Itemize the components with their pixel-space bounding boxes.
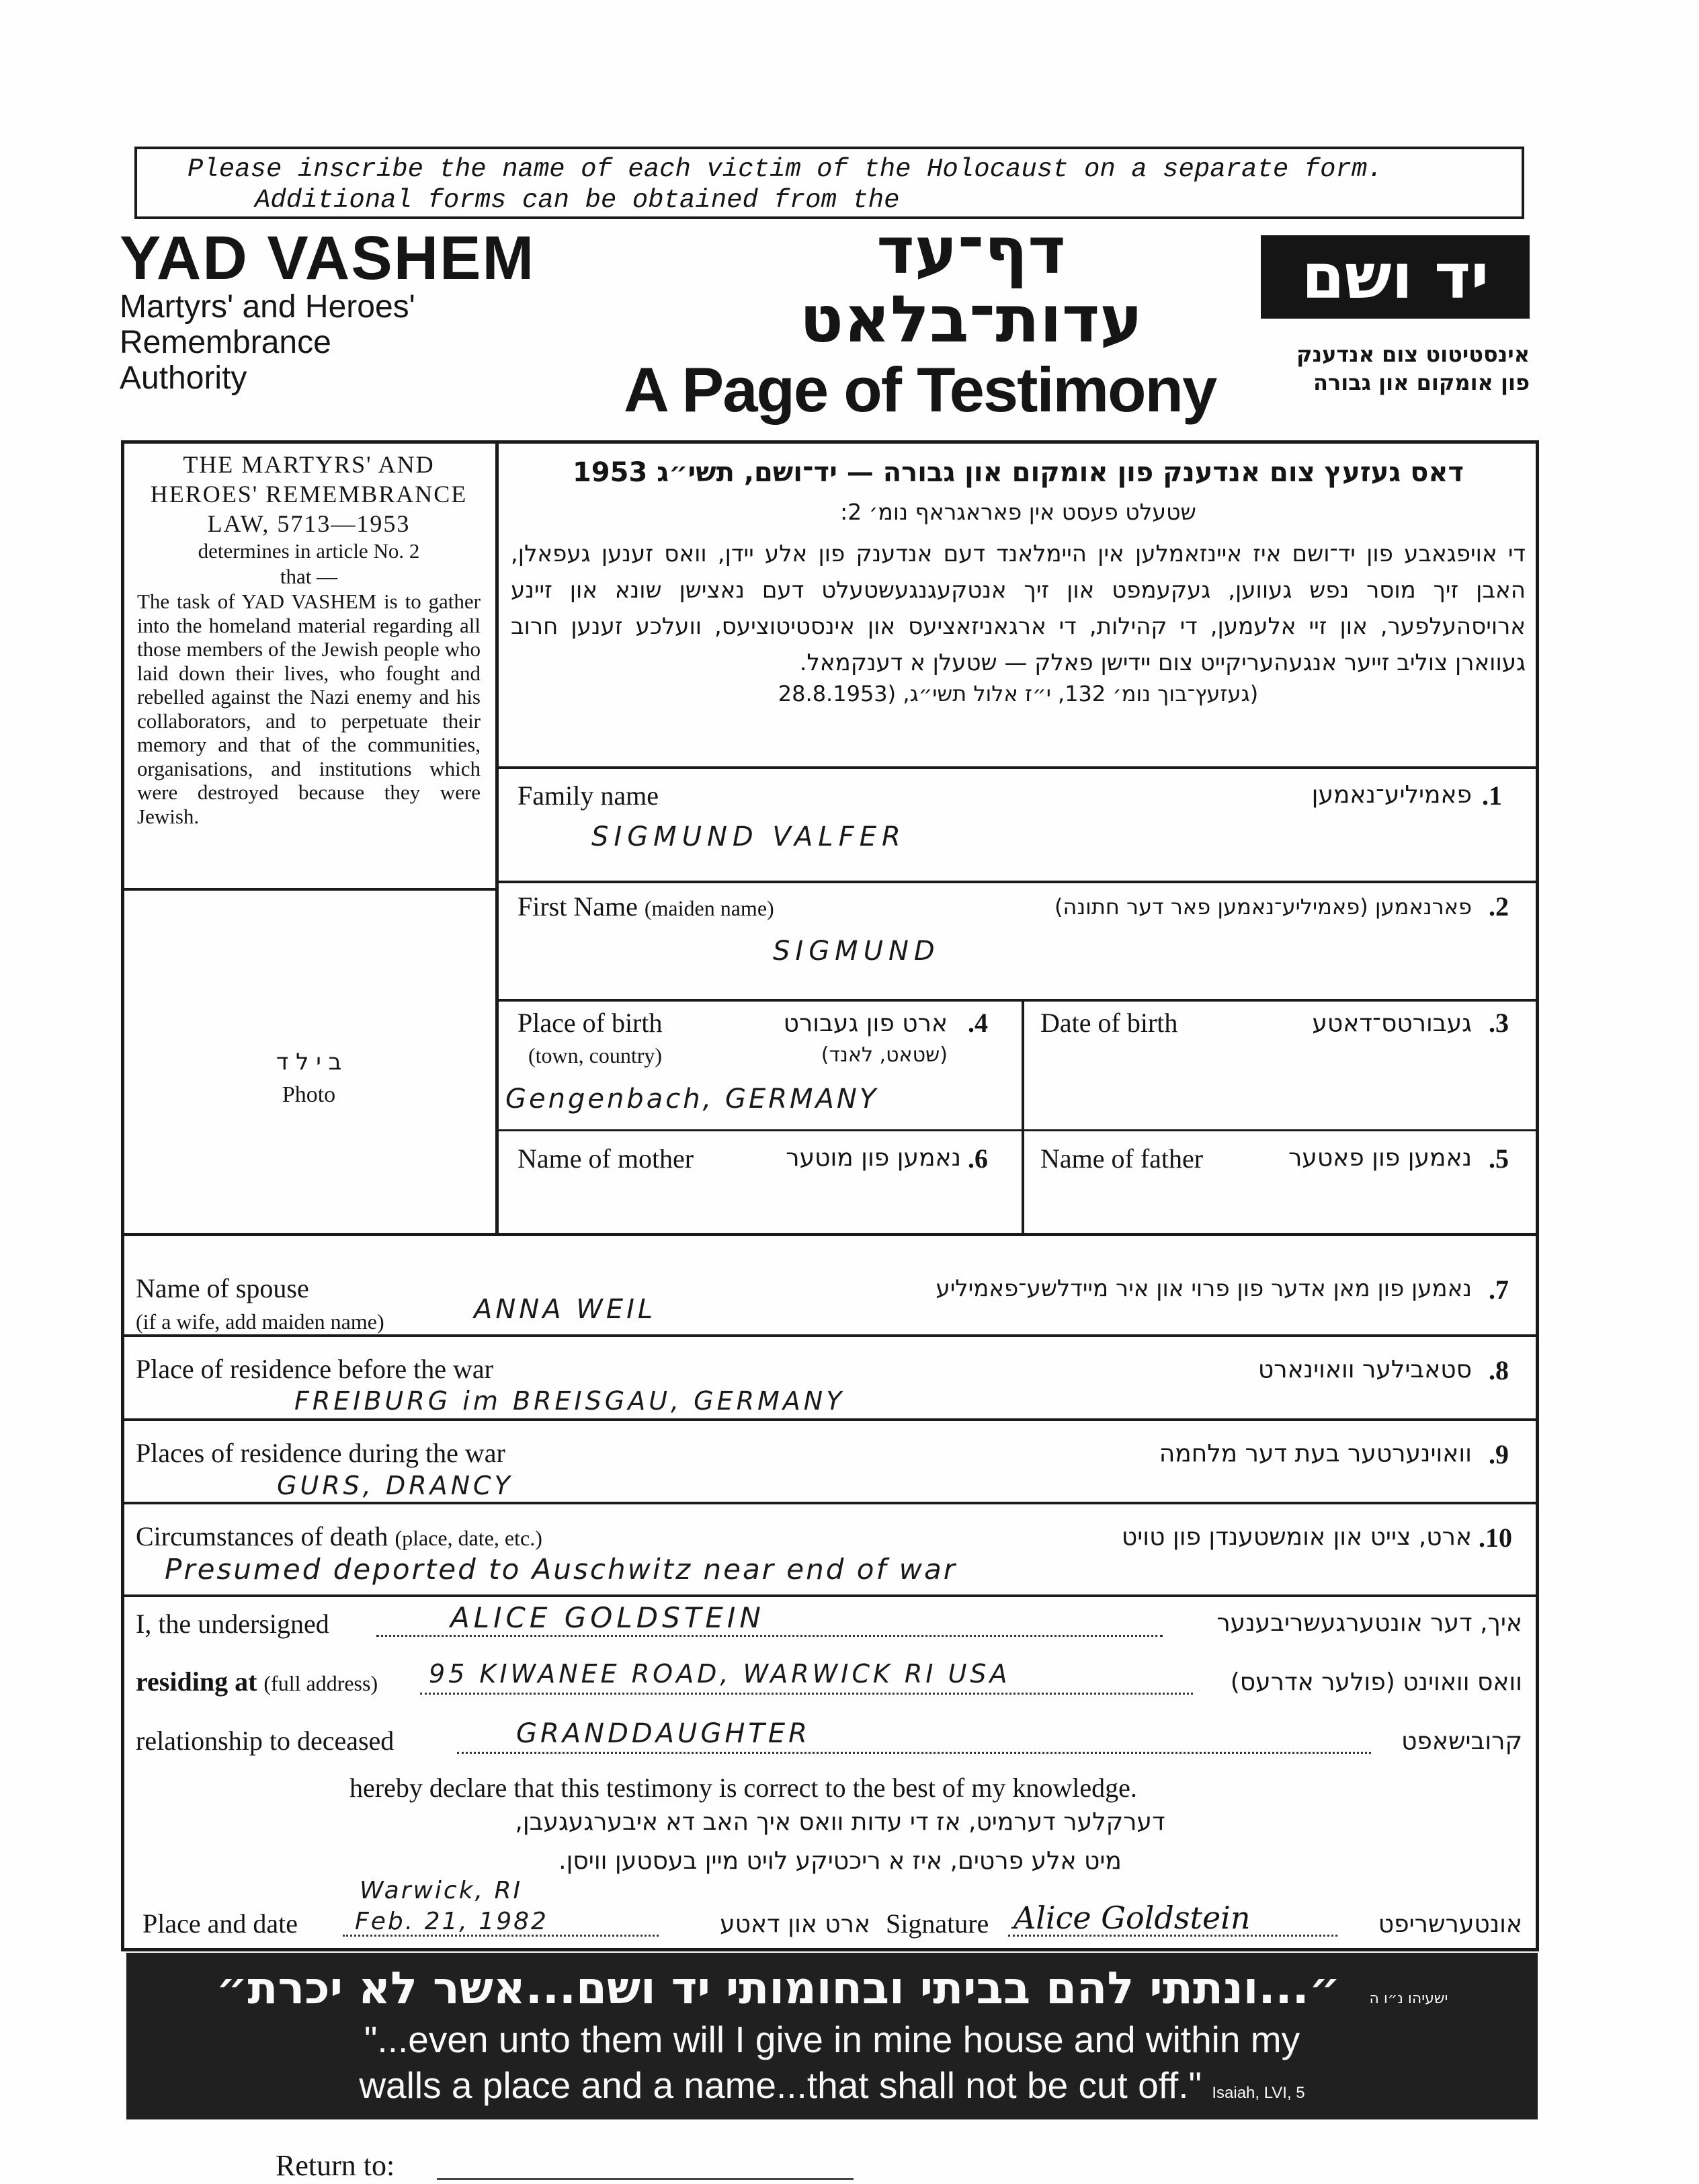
declaration-english: hereby declare that this testimony is correct to the best of my knowledge. bbox=[349, 1773, 1137, 1803]
hebrew-law-body: די אויפגאבע פון יד־ושם איז איינזאמלען אין היימלאנד דעם אנדענק פון אלע יידן, וואס זענען געפאלן, האבן זיך מוסר נפש געווען, געקעמפט און זיך אנטקעגנגעשטעלט דעם נאצישן שונא און זיינע ארויסהעלפער, און זיי אלעמען, די קהילות, די ארגאניזאציעס און אינסטיטוציעס, וועלכע זענען חרוב געווארן צוליב זייער אנגעהעריקייט צום יידישן פאלק — שטעלן א דענקמאל. bbox=[511, 540, 1526, 676]
field-num-4: .4 bbox=[968, 1008, 988, 1038]
date-of-birth-label: Date of birth bbox=[1040, 1008, 1178, 1038]
relationship-value: GRANDDAUGHTER bbox=[516, 1718, 811, 1749]
law-box-divider bbox=[122, 888, 495, 891]
hebrew-title: דף־עד עדות־בלאט bbox=[799, 213, 1143, 357]
residing-line bbox=[420, 1690, 1193, 1695]
divider-2 bbox=[497, 881, 1538, 883]
signature-value: Alice Goldstein bbox=[1013, 1900, 1251, 1936]
law-text: The task of YAD VASHEM is to gather into the homeland material regarding all those members of the Jewish people who laid down their lives, who fought and rebelled against the Nazi enemy and his collaborators, and to perpetuate their memory and that of the communities, organisations, and institutions which were destroyed because they were Jewish. bbox=[137, 590, 481, 828]
first-name-label: First Name (maiden name) bbox=[517, 891, 774, 922]
father-name-heb: נאמען פון פאטער bbox=[1288, 1144, 1472, 1172]
death-label: Circumstances of death (place, date, etc.) bbox=[136, 1521, 542, 1551]
mother-name-heb: נאמען פון מוטער bbox=[786, 1144, 961, 1172]
spouse-heb: נאמען פון מאן אדער פון פרוי און איר מיידלשע־פאמיליע bbox=[936, 1275, 1472, 1302]
date-of-birth-heb: געבורטס־דאטע bbox=[1312, 1010, 1472, 1037]
hebrew-law-title: דאס געזעץ צום אנדענק פון אומקום און גבורה — יד־ושם, תשי״ג 1953 bbox=[572, 457, 1464, 488]
residence-before-value: FREIBURG im BREISGAU, GERMANY bbox=[294, 1386, 845, 1416]
field-num-5: .5 bbox=[1489, 1143, 1509, 1174]
family-name-value: SIGMUND VALFER bbox=[591, 821, 906, 852]
place-of-birth-value: Gengenbach, GERMANY bbox=[505, 1084, 879, 1115]
place-value: Warwick, RI bbox=[360, 1877, 523, 1904]
field-num-9: .9 bbox=[1489, 1439, 1509, 1469]
relationship-label: relationship to deceased bbox=[136, 1726, 395, 1756]
place-date-label: Place and date bbox=[142, 1908, 298, 1939]
undersigned-label: I, the undersigned bbox=[136, 1609, 329, 1639]
isaiah-banner bbox=[126, 1953, 1538, 2119]
field-num-10: .10 bbox=[1479, 1523, 1512, 1553]
law-title: THE MARTYRS' AND HEROES' REMEMBRANCE LAW, 5713—1953 bbox=[150, 451, 468, 537]
relationship-heb: קרובישאפט bbox=[1401, 1728, 1522, 1755]
father-name-label: Name of father bbox=[1040, 1143, 1204, 1174]
left-column-divider bbox=[495, 440, 499, 1233]
death-value: Presumed deported to Auschwitz near end of war bbox=[165, 1553, 957, 1586]
field-num-8: .8 bbox=[1489, 1355, 1509, 1385]
place-of-birth-heb: ארט פון געבורט bbox=[783, 1010, 948, 1037]
first-name-value: SIGMUND bbox=[773, 936, 940, 967]
divider-6 bbox=[122, 1334, 1538, 1337]
yad-vashem-logo: יד ושם bbox=[1261, 235, 1530, 319]
field-num-1: .1 bbox=[1482, 780, 1502, 811]
photo-label: Photo bbox=[282, 1082, 336, 1107]
relationship-line bbox=[457, 1749, 1371, 1754]
residing-label: residing at (full address) bbox=[136, 1666, 378, 1697]
residence-before-heb: סטאבילער וואוינארט bbox=[1257, 1356, 1472, 1383]
hebrew-law-subtitle: שטעלט פעסט אין פאראגראף נומ׳ 2: bbox=[840, 499, 1196, 525]
residence-before-label: Place of residence before the war bbox=[136, 1354, 493, 1384]
mother-name-label: Name of mother bbox=[517, 1143, 694, 1174]
residence-during-heb: וואוינערטער בעת דער מלחמה bbox=[1159, 1440, 1472, 1467]
place-of-birth-label: Place of birth bbox=[517, 1008, 663, 1038]
law-box bbox=[122, 442, 495, 888]
place-of-birth-heb-sub: (שטאט, לאנד) bbox=[821, 1043, 948, 1067]
photo-heb: ב י ל ד bbox=[276, 1049, 342, 1076]
law-determines: determines in article No. 2 that — bbox=[198, 539, 420, 588]
residing-value: 95 KIWANEE ROAD, WARWICK RI USA bbox=[429, 1659, 1011, 1689]
page-title: A Page of Testimony bbox=[624, 354, 1216, 425]
undersigned-value: ALICE GOLDSTEIN bbox=[450, 1601, 765, 1634]
place-of-birth-sub: (town, country) bbox=[528, 1043, 663, 1067]
signature-label: Signature bbox=[886, 1908, 989, 1939]
field-num-7: .7 bbox=[1489, 1275, 1509, 1305]
notice-line-2: Additional forms can be obtained from the bbox=[255, 186, 900, 215]
field-num-3: .3 bbox=[1489, 1008, 1509, 1038]
family-name-label: Family name bbox=[517, 780, 659, 811]
residence-during-value: GURS, DRANCY bbox=[277, 1471, 513, 1500]
residence-during-label: Places of residence during the war bbox=[136, 1438, 505, 1468]
spouse-label: Name of spouse bbox=[136, 1273, 309, 1303]
place-date-heb: ארט און דאטע bbox=[720, 1910, 870, 1938]
banner-hebrew-quote: ישעיהו נ״ו ה ״...ונתתי להם בביתי ובחומותי יד ושם...אשר לא יכרת״ bbox=[216, 1962, 1448, 2014]
family-name-heb: פאמיליע־נאמען bbox=[1311, 781, 1472, 809]
field-num-2: .2 bbox=[1489, 891, 1509, 922]
hebrew-law-citation: (געזעץ־בוך נומ׳ 132, י״ז אלול תשי״ג, (28.8.1953 bbox=[778, 681, 1259, 706]
date-value: Feb. 21, 1982 bbox=[355, 1908, 548, 1935]
signature-heb: אונטערשריפט bbox=[1378, 1910, 1522, 1938]
center-divider bbox=[1022, 999, 1024, 1234]
divider-8 bbox=[122, 1502, 1538, 1504]
logo-subtitle-2: פון אומקום און גבורה bbox=[1313, 370, 1530, 395]
death-heb: ארט, צייט און אומשטענדן פון טויט bbox=[1121, 1523, 1472, 1551]
spouse-value: ANNA WEIL bbox=[474, 1294, 657, 1325]
divider-3 bbox=[497, 999, 1538, 1002]
photo-area bbox=[122, 1049, 495, 1108]
field-num-6: .6 bbox=[968, 1143, 988, 1174]
divider-7 bbox=[122, 1418, 1538, 1421]
logo-subtitle-1: אינסטיטוט צום אנדענק bbox=[1296, 341, 1530, 367]
declaration-hebrew-2: מיט אלע פרטים, איז א ריכטיקע לויט מיין בעסטען וויסן. bbox=[558, 1847, 1122, 1875]
org-subtitle: Martyrs' and Heroes' Remembrance Authority bbox=[120, 289, 415, 396]
declaration-hebrew-1: דערקלער דערמיט, אז די עדות וואס איך האב דא איבערגעגעבן, bbox=[515, 1808, 1165, 1836]
org-name: YAD VASHEM bbox=[120, 224, 536, 292]
divider-1 bbox=[497, 766, 1538, 769]
residing-heb: וואס וואוינט (פולער אדרעס) bbox=[1230, 1668, 1522, 1696]
divider-5 bbox=[122, 1233, 1538, 1236]
notice-line-1: Please inscribe the name of each victim of the Holocaust on a separate form. bbox=[188, 155, 1383, 184]
undersigned-heb: איך, דער אונטערגעשריבענער bbox=[1216, 1609, 1522, 1637]
divider-9 bbox=[122, 1594, 1538, 1597]
banner-english-quote: "...even unto them will I give in mine house and within my walls a place and a name...that shall not be cut off." Isaiah, LVI, 5 bbox=[359, 2019, 1305, 2106]
return-to-label: Return to: bbox=[276, 2149, 395, 2182]
notice-box bbox=[134, 147, 1524, 219]
first-name-heb: פארנאמען (פאמיליע־נאמען פאר דער חתונה) bbox=[1054, 894, 1472, 920]
spouse-label-sub: (if a wife, add maiden name) bbox=[136, 1309, 384, 1334]
divider-4 bbox=[497, 1129, 1538, 1131]
hebrew-law-box bbox=[511, 457, 1526, 706]
return-to-line bbox=[437, 2178, 854, 2180]
